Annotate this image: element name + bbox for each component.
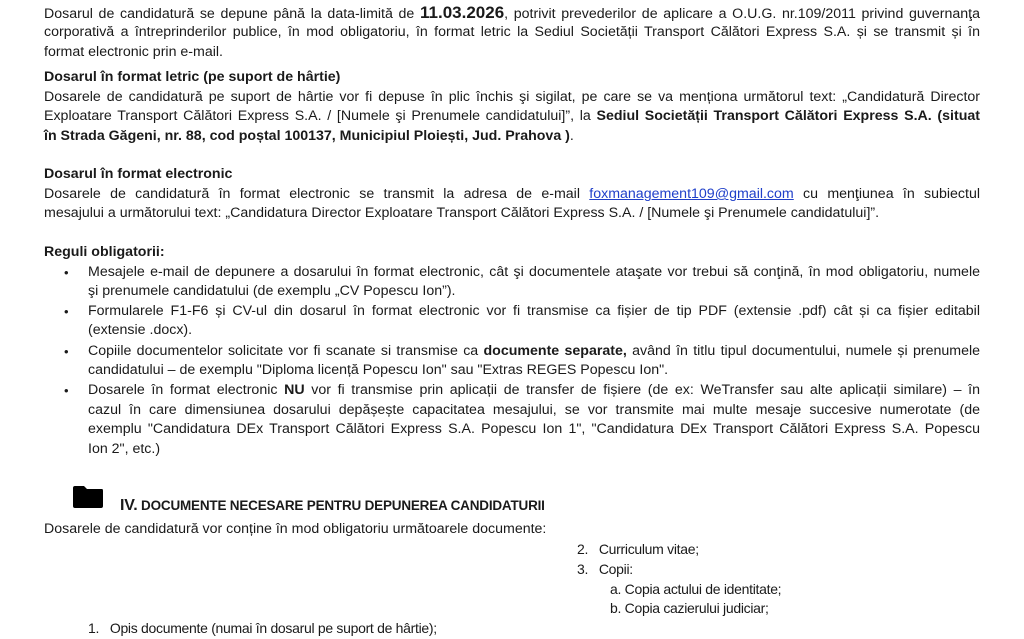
paper-heading: Dosarul în format letric (pe suport de hârtie) xyxy=(44,69,341,85)
intro-line-1: Dosarul de candidatură se depune până la data-limită de 11.03.2026, potrivit prevederilor de aplicare a O.U.G. nr.109/2011 privind guvernanţa xyxy=(44,3,980,22)
electronic-line-2: mesajului a următorului text: „Candidatura Director Exploatare Transport Călători Express S.A. / [Numele şi Prenumele candidatului]”. xyxy=(44,205,880,221)
email-link[interactable]: foxmanagement109@gmail.com xyxy=(589,186,794,202)
intro-line-3: format electronic prin e-mail. xyxy=(44,44,223,60)
rule-2-line-1: Formularele F1-F6 și CV-ul din dosarul în format electronic vor fi transmise ca fișier de tip PDF (extensie .pdf) cât și ca fișier editabil xyxy=(88,303,980,319)
paper-line-1: Dosarele de candidatură pe suport de hârtie vor fi depuse în plic închis şi sigilat, pe care se va menționa următorul text: „Candidatură Director xyxy=(44,89,980,105)
bullet-icon: • xyxy=(64,344,69,359)
rule-3-line-1: Copiile documentelor solicitate vor fi scanate si transmise ca documente separate, având în titlu tipul documentului, numele și prenumele xyxy=(88,343,980,359)
rule-4-line-3: exemplu "Candidatura DEx Transport Călători Express S.A. Popescu Ion 1", "Candidatura DEx Transport Călători Express S.A. Popescu xyxy=(88,421,980,437)
rule-3-line-2: candidatului – de exemplu "Diploma licență Popescu Ion" sau "Extras REGES Popescu Ion". xyxy=(88,362,669,378)
doc-item-2: 2. Curriculum vitae; xyxy=(577,541,699,557)
deadline-date: 11.03.2026 xyxy=(420,3,505,22)
rules-heading: Reguli obligatorii: xyxy=(44,244,165,260)
bullet-icon: • xyxy=(64,383,69,398)
intro-line-2: corporativă a întreprinderilor publice, în mod obligatoriu, în format letric la Sediul Societății Transport Călători Express S.A. și se transmit și în xyxy=(44,24,980,40)
section-iv-title: IV. DOCUMENTE NECESARE PENTRU DEPUNEREA CANDIDATURII xyxy=(120,497,545,514)
rule-4-line-2: cazul în care dimensiunea dosarului depășește capacitatea mesajului, se vor transmite mai multe mesaje succesive numerotate (de xyxy=(88,402,980,418)
bullet-icon: • xyxy=(64,265,69,280)
electronic-line-1: Dosarele de candidatură în format electronic se transmit la adresa de e-mail foxmanagement109@gmail.com cu menţiunea în subiectul xyxy=(44,186,980,202)
rule-4-line-4: Ion 2", etc.) xyxy=(88,441,161,457)
rule-4-line-1: Dosarele în format electronic NU vor fi transmise prin aplicații de transfer de fișiere (de ex: WeTransfer sau alte aplicații similare) – în xyxy=(88,382,980,398)
rule-1-line-1: Mesajele e-mail de depunere a dosarului în format electronic, cât şi documentele ataşate vor trebui să conţină, în mod obligatoriu, numele xyxy=(88,264,980,280)
section-iv-intro: Dosarele de candidatură vor conține în mod obligatoriu următoarele documente: xyxy=(44,521,547,537)
doc-item-1: 1. Opis documente (numai în dosarul pe suport de hârtie); xyxy=(88,620,437,636)
electronic-heading: Dosarul în format electronic xyxy=(44,166,233,182)
doc-subitem-a: a. Copia actului de identitate; xyxy=(610,581,782,597)
paper-line-2: Exploatare Transport Călători Express S.A. / [Numele şi Prenumele candidatului]”, la Sediul Societății Transport Călători Express S.A. (situat xyxy=(44,108,980,124)
doc-subitem-b: b. Copia cazierului judiciar; xyxy=(610,600,769,616)
doc-item-3: 3. Copii: xyxy=(577,561,633,577)
rule-1-line-2: şi prenumele candidatului (de exemplu „CV Popescu Ion”). xyxy=(88,283,456,299)
bullet-icon: • xyxy=(64,304,69,319)
folder-icon xyxy=(72,486,104,508)
paper-line-3: în Strada Găgeni, nr. 88, cod poștal 100137, Municipiul Ploiești, Jud. Prahova ). xyxy=(44,128,574,144)
rule-2-line-2: (extensie .docx). xyxy=(88,322,193,338)
